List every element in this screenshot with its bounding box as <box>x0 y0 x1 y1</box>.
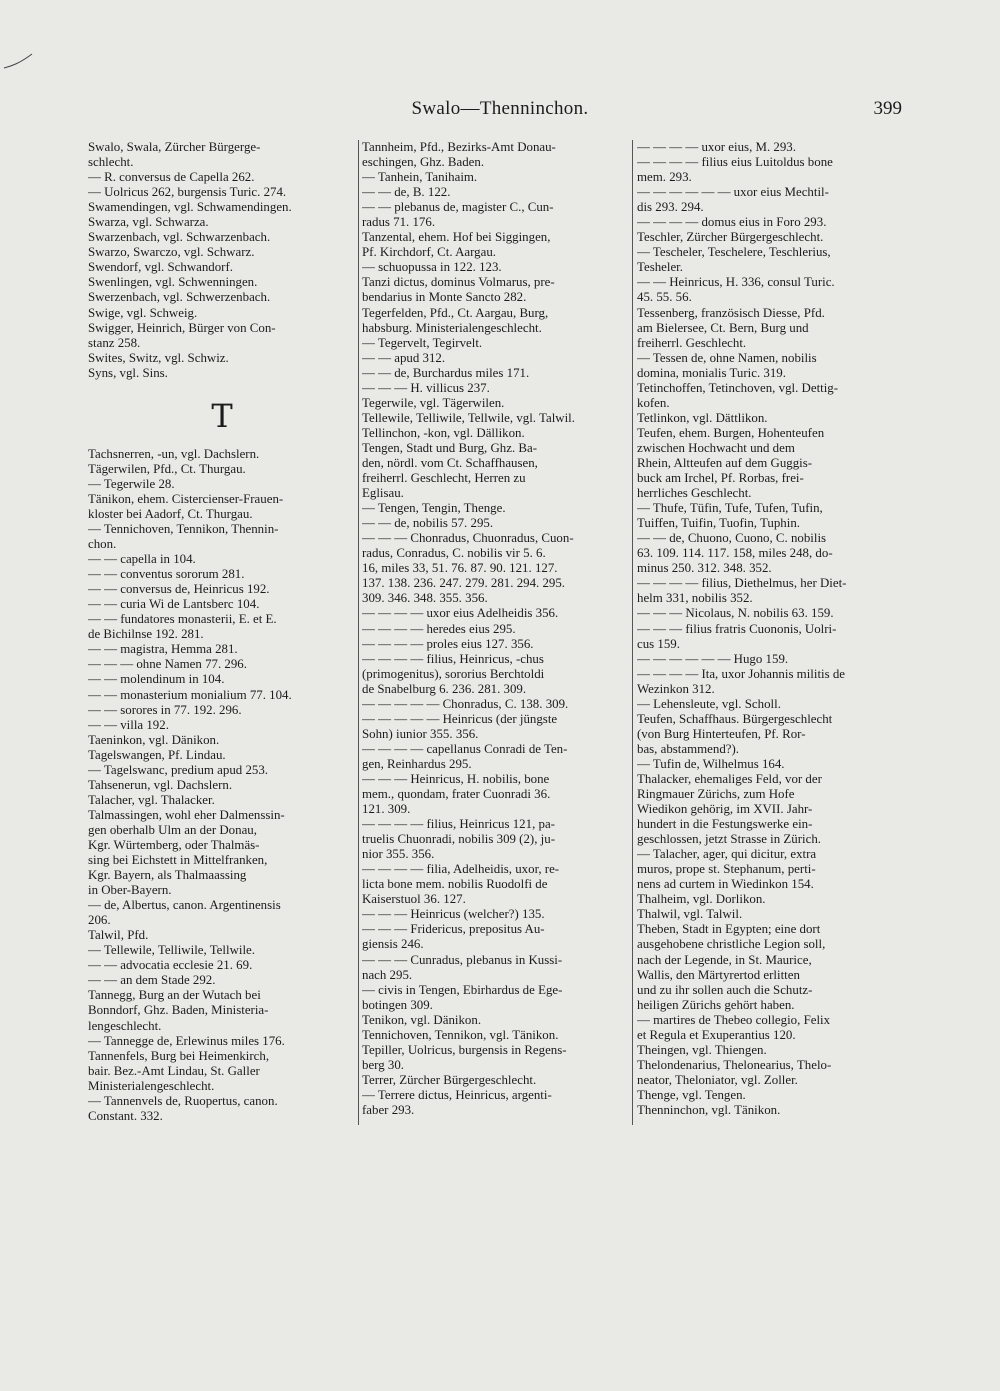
index-entry-line: truelis Chuonradi, nobilis 309 (2), ju- <box>362 832 555 847</box>
index-entry-line: Wallis, den Märtyrertod erlitten <box>637 967 800 982</box>
index-entry-line: nior 355. 356. <box>362 847 435 862</box>
index-entry-line: Tesheler. <box>637 260 683 275</box>
index-entry-line: Theben, Stadt in Egypten; eine dort <box>637 922 821 937</box>
index-entry-line: Tetlinkon, vgl. Dättlikon. <box>637 410 768 425</box>
index-entry-line: — — conversus de, Heinricus 192. <box>88 582 270 597</box>
index-entry-line: gen oberhalb Ulm an der Donau, <box>88 822 257 837</box>
index-entry-line: stanz 258. <box>88 335 141 350</box>
section-letter: T <box>211 396 233 435</box>
index-entry-line: — — — filius fratris Cuononis, Uolri- <box>637 621 837 636</box>
index-entry-line: heiligen Zürichs gehört haben. <box>637 997 795 1012</box>
index-entry-line: — — fundatores monasterii, E. et E. <box>88 612 277 627</box>
index-entry-line: Syns, vgl. Sins. <box>88 365 168 380</box>
index-entry-line: Wiedikon gehörig, im XVII. Jahr- <box>637 802 813 817</box>
index-entry-line: — Tennichoven, Tennikon, Thennin- <box>88 521 279 536</box>
index-entry-line: Ministerialengeschlecht. <box>88 1078 215 1093</box>
index-entry-line: Swenlingen, vgl. Schwenningen. <box>88 275 258 290</box>
index-entry-line: dis 293. 294. <box>637 200 704 215</box>
index-entry-line: Tessenberg, französisch Diesse, Pfd. <box>637 305 825 320</box>
index-entry-line: neator, Theloniator, vgl. Zoller. <box>637 1072 798 1087</box>
index-entry-line: — — — Fridericus, prepositus Au- <box>362 922 545 937</box>
index-entry-line: — — — — proles eius 127. 356. <box>362 636 534 651</box>
index-entry-line: freiherrl. Geschlecht, Herren zu <box>362 471 526 486</box>
index-entry-line: Tuiffen, Tuifin, Tuofin, Tuphin. <box>637 516 801 531</box>
index-entry-line: (von Burg Hinterteufen, Pf. Ror- <box>637 726 806 741</box>
index-entry-line: — Tufin de, Wilhelmus 164. <box>637 756 785 771</box>
index-entry-line: — — — — uxor eius Adelheidis 356. <box>362 606 559 621</box>
index-entry-line: gen, Reinhardus 295. <box>362 756 472 771</box>
index-entry-line: Tannheim, Pfd., Bezirks-Amt Donau- <box>362 140 556 154</box>
index-entry-line: — — — — filius, Heinricus 121, pa- <box>362 817 555 832</box>
index-entry-line: Thalheim, vgl. Dorlikon. <box>637 892 766 907</box>
index-column-2 <box>362 140 628 1118</box>
index-entry-line: Tenikon, vgl. Dänikon. <box>362 1012 482 1027</box>
index-entry-line: Swalo, Swala, Zürcher Bürgerge- <box>88 140 261 154</box>
index-entry-line: Tannenfels, Burg bei Heimenkirch, <box>88 1048 270 1063</box>
index-entry-line: — — — Heinricus, H. nobilis, bone <box>362 771 550 786</box>
index-entry-line: Tegerfelden, Pfd., Ct. Aargau, Burg, <box>362 305 549 320</box>
corner-mark <box>2 52 36 72</box>
index-entry-line: faber 293. <box>362 1103 415 1117</box>
index-entry-line: — — capella in 104. <box>88 552 196 567</box>
index-entry-line: — — — — — — Hugo 159. <box>637 651 789 666</box>
index-entry-line: Teufen, ehem. Burgen, Hohenteufen <box>637 425 825 440</box>
index-entry-line: nach 295. <box>362 967 413 982</box>
index-entry-line: Tepiller, Uolricus, burgensis in Regens- <box>362 1042 567 1057</box>
index-entry-line: Bonndorf, Ghz. Baden, Ministeria- <box>88 1003 269 1018</box>
index-entry-line: 16, miles 33, 51. 76. 87. 90. 121. 127. <box>362 561 558 576</box>
index-entry-line: nens ad curtem in Wiedinkon 154. <box>637 877 814 892</box>
index-entry-line: Tägerwilen, Pfd., Ct. Thurgau. <box>88 461 246 476</box>
index-entry-line: — — — — — Heinricus (der jüngste <box>362 711 558 726</box>
index-entry-line: schlecht. <box>88 155 134 170</box>
index-entry-line: Swige, vgl. Schweig. <box>88 305 198 320</box>
index-entry-line: — — villa 192. <box>88 717 169 732</box>
index-entry-line: Thalwil, vgl. Talwil. <box>637 907 743 922</box>
page-number: 399 <box>873 98 902 119</box>
index-entry-line: — — de, Burchardus miles 171. <box>362 365 530 380</box>
index-entry-line: Thenninchon, vgl. Tänikon. <box>637 1103 781 1117</box>
index-entry-line: — de, Albertus, canon. Argentinensis <box>88 898 281 913</box>
index-entry-line: botingen 309. <box>362 997 433 1012</box>
index-entry-line: — martires de Thebeo collegio, Felix <box>637 1012 831 1027</box>
index-entry-line: — Tannegge de, Erlewinus miles 176. <box>88 1033 285 1048</box>
index-entry-line: — — Heinricus, H. 336, consul Turic. <box>637 275 835 290</box>
index-entry-line: — — monasterium monialium 77. 104. <box>88 687 292 702</box>
index-entry-line: — Tellewile, Telliwile, Tellwile. <box>88 943 255 958</box>
index-entry-line: Teschler, Zürcher Bürgergeschlecht. <box>637 230 824 245</box>
index-entry-line: chon. <box>88 537 117 552</box>
index-entry-line: hundert in die Festungswerke ein- <box>637 817 813 832</box>
index-entry-line: Constant. 332. <box>88 1108 163 1123</box>
index-entry-line: Tänikon, ehem. Cistercienser-Frauen- <box>88 491 284 506</box>
index-entry-line: Tannegg, Burg an der Wutach bei <box>88 988 261 1003</box>
index-entry-line: — — — — Ita, uxor Johannis militis de <box>637 666 846 681</box>
index-entry-line: freiherrl. Geschlecht. <box>637 335 747 350</box>
index-entry-line: Swerzenbach, vgl. Schwerzenbach. <box>88 290 271 305</box>
index-entry-line: Swamendingen, vgl. Schwamendingen. <box>88 200 292 215</box>
index-entry-line: bas, abstammend?). <box>637 741 740 756</box>
index-entry-line: — Tegervelt, Tegirvelt. <box>362 335 483 350</box>
index-entry-line: — — — — filius, Heinricus, -chus <box>362 651 544 666</box>
index-entry-line: helm 331, nobilis 352. <box>637 591 753 606</box>
index-entry-line: 45. 55. 56. <box>637 290 692 305</box>
index-entry-line: Kgr. Würtemberg, oder Thalmäs- <box>88 837 260 852</box>
index-entry-line: Kgr. Bayern, als Thalmaassing <box>88 868 247 883</box>
index-entry-line: Pf. Kirchdorf, Ct. Aargau. <box>362 245 497 260</box>
index-entry-line: 309. 346. 348. 355. 356. <box>362 591 488 606</box>
index-entry-line: Talmassingen, wohl eher Dalmenssin- <box>88 807 285 822</box>
index-entry-line: — — — ohne Namen 77. 296. <box>88 657 247 672</box>
index-entry-line: — — de, B. 122. <box>362 185 451 200</box>
index-entry-line: Swarza, vgl. Schwarza. <box>88 215 209 230</box>
index-entry-line: 121. 309. <box>362 802 411 817</box>
index-entry-line: kofen. <box>637 395 670 410</box>
index-entry-line: Tanzi dictus, dominus Volmarus, pre- <box>362 275 555 290</box>
index-column-1 <box>88 140 356 1124</box>
index-entry-line: Swites, Switz, vgl. Schwiz. <box>88 350 229 365</box>
index-entry-line: 206. <box>88 913 111 928</box>
index-entry-line: (primogenitus), sororius Berchtoldi <box>362 666 545 681</box>
index-entry-line: den, nördl. vom Ct. Schaffhausen, <box>362 455 538 470</box>
index-entry-line: cus 159. <box>637 636 680 651</box>
index-entry-line: Rhein, Altteufen auf dem Guggis- <box>637 455 813 470</box>
index-entry-line: — — — — — Chonradus, C. 138. 309. <box>362 696 569 711</box>
index-entry-line: muros, prope st. Stephanum, perti- <box>637 862 816 877</box>
page-header-title: Swalo—Thenninchon. <box>411 98 589 119</box>
index-entry-line: — — magistra, Hemma 281. <box>88 642 238 657</box>
index-column-3 <box>637 140 903 1118</box>
index-entry-line: Swendorf, vgl. Schwandorf. <box>88 260 233 275</box>
index-entry-line: — — — — heredes eius 295. <box>362 621 516 636</box>
index-entry-line: minus 250. 312. 348. 352. <box>637 561 772 576</box>
index-entry-line: — Tagelswanc, predium apud 253. <box>88 762 269 777</box>
index-entry-line: — Tegerwile 28. <box>88 476 175 491</box>
index-entry-line: Tagelswangen, Pf. Lindau. <box>88 747 226 762</box>
index-entry-line: lengeschlecht. <box>88 1018 162 1033</box>
index-entry-line: de Bichilnse 192. 281. <box>88 627 204 642</box>
index-entry-line: — — de, Chuono, Cuono, C. nobilis <box>637 531 827 546</box>
index-entry-line: sing bei Eichstett in Mittelfranken, <box>88 853 268 868</box>
index-entry-line: Tellewile, Telliwile, Tellwile, vgl. Talwil. <box>362 410 575 425</box>
index-entry-line: Swarzenbach, vgl. Schwarzenbach. <box>88 230 271 245</box>
index-entry-line: Taeninkon, vgl. Dänikon. <box>88 732 220 747</box>
index-entry-line: et Regula et Exuperantius 120. <box>637 1027 796 1042</box>
index-entry-line: — — plebanus de, magister C., Cun- <box>362 200 554 215</box>
index-entry-line: — — — — filius eius Luitoldus bone <box>637 155 833 170</box>
index-entry-line: — Tannenvels de, Ruopertus, canon. <box>88 1093 278 1108</box>
index-entry-line: geschlossen, jetzt Strasse in Zürich. <box>637 832 822 847</box>
index-entry-line: de Snabelburg 6. 236. 281. 309. <box>362 681 527 696</box>
index-entry-line: — — apud 312. <box>362 350 446 365</box>
index-entry-line: herrliches Geschlecht. <box>637 486 752 501</box>
index-entry-line: ausgehobene christliche Legion soll, <box>637 937 826 952</box>
index-entry-line: Teufen, Schaffhaus. Bürgergeschlecht <box>637 711 833 726</box>
index-entry-line: und zu ihr sollen auch die Schutz- <box>637 982 813 997</box>
index-entry-line: — — sorores in 77. 192. 296. <box>88 702 242 717</box>
index-entry-line: Theingen, vgl. Thiengen. <box>637 1042 767 1057</box>
index-entry-line: giensis 246. <box>362 937 424 952</box>
index-entry-line: — Talacher, ager, qui dicitur, extra <box>637 847 817 862</box>
index-entry-line: habsburg. Ministerialengeschlecht. <box>362 320 542 335</box>
index-entry-line: — — — — filius, Diethelmus, her Diet- <box>637 576 847 591</box>
index-entry-line: Talwil, Pfd. <box>88 928 149 943</box>
index-entry-line: domina, monialis Turic. 319. <box>637 365 786 380</box>
index-entry-line: in Ober-Bayern. <box>88 883 172 898</box>
index-entry-line: radus 71. 176. <box>362 215 436 230</box>
index-entry-line: bair. Bez.-Amt Lindau, St. Galler <box>88 1063 260 1078</box>
index-entry-line: — — — — domus eius in Foro 293. <box>637 215 827 230</box>
index-entry-line: — R. conversus de Capella 262. <box>88 170 255 185</box>
index-entry-line: — — an dem Stade 292. <box>88 973 216 988</box>
index-entry-line: Tellinchon, -kon, vgl. Dällikon. <box>362 425 525 440</box>
index-entry-line: Tetinchoffen, Tetinchoven, vgl. Dettig- <box>637 380 839 395</box>
index-entry-line: — — — — uxor eius, M. 293. <box>637 140 796 154</box>
index-entry-line: buck am Irchel, Pf. Rorbas, frei- <box>637 471 804 486</box>
index-entry-line: Tahsenerun, vgl. Dachslern. <box>88 777 233 792</box>
index-entry-line: Tanzental, ehem. Hof bei Siggingen, <box>362 230 551 245</box>
index-entry-line: — Tessen de, ohne Namen, nobilis <box>637 350 817 365</box>
index-entry-line: — — — — filia, Adelheidis, uxor, re- <box>362 862 560 877</box>
index-entry-line: — Terrere dictus, Heinricus, argenti- <box>362 1087 552 1102</box>
index-entry-line: am Bielersee, Ct. Bern, Burg und <box>637 320 809 335</box>
index-entry-line: eschingen, Ghz. Baden. <box>362 155 485 170</box>
index-entry-line: Tachsnerren, -un, vgl. Dachslern. <box>88 446 260 461</box>
index-entry-line: kloster bei Aadorf, Ct. Thurgau. <box>88 506 253 521</box>
index-entry-line: — — — Cunradus, plebanus in Kussi- <box>362 952 563 967</box>
index-entry-line: Tennichoven, Tennikon, vgl. Tänikon. <box>362 1027 559 1042</box>
index-entry-line: — — — H. villicus 237. <box>362 380 490 395</box>
index-entry-line: Thelondenarius, Thelonearius, Thelo- <box>637 1057 832 1072</box>
index-entry-line: 137. 138. 236. 247. 279. 281. 294. 295. <box>362 576 566 591</box>
index-entry-line: radus, Conradus, C. nobilis vir 5. 6. <box>362 546 546 561</box>
index-entry-line: — — conventus sororum 281. <box>88 567 245 582</box>
index-entry-line: zwischen Hochwacht und dem <box>637 440 795 455</box>
index-entry-line: — — — Heinricus (welcher?) 135. <box>362 907 545 922</box>
index-entry-line: Thenge, vgl. Tengen. <box>637 1087 746 1102</box>
index-entry-line: bendarius in Monte Sancto 282. <box>362 290 527 305</box>
index-entry-line: — civis in Tengen, Ebirhardus de Ege- <box>362 982 563 997</box>
index-entry-line: — — advocatia ecclesie 21. 69. <box>88 958 253 973</box>
index-entry-line: Tegerwile, vgl. Tägerwilen. <box>362 395 505 410</box>
index-entry-line: — — — — — — uxor eius Mechtil- <box>637 185 829 200</box>
index-entry-line: Tengen, Stadt und Burg, Ghz. Ba- <box>362 440 538 455</box>
index-entry-line: — Tescheler, Teschelere, Teschlerius, <box>637 245 831 260</box>
index-entry-line: Sohn) iunior 355. 356. <box>362 726 479 741</box>
column-rule <box>358 140 359 1125</box>
index-entry-line: — — molendinum in 104. <box>88 672 225 687</box>
index-entry-line: Swigger, Heinrich, Bürger von Con- <box>88 320 276 335</box>
index-entry-line: berg 30. <box>362 1057 405 1072</box>
index-entry-line: Talacher, vgl. Thalacker. <box>88 792 215 807</box>
index-entry-line: — Tengen, Tengin, Thenge. <box>362 501 506 516</box>
index-entry-line: Ringmauer Zürichs, zum Hofe <box>637 787 795 802</box>
index-entry-line: — Lehensleute, vgl. Scholl. <box>637 696 781 711</box>
index-entry-line: — Tanhein, Tanihaim. <box>362 170 478 185</box>
index-entry-line: — — curia Wi de Lantsberc 104. <box>88 597 260 612</box>
index-entry-line: — Uolricus 262, burgensis Turic. 274. <box>88 185 287 200</box>
index-entry-line: — — — Chonradus, Chuonradus, Cuon- <box>362 531 574 546</box>
index-entry-line: Terrer, Zürcher Bürgergeschlecht. <box>362 1072 537 1087</box>
index-entry-line: licta bone mem. nobilis Ruodolfi de <box>362 877 548 892</box>
index-entry-line: 63. 109. 114. 117. 158, miles 248, do- <box>637 546 833 561</box>
index-entry-line: — — de, nobilis 57. 295. <box>362 516 494 531</box>
index-entry-line: Swarzo, Swarczo, vgl. Schwarz. <box>88 245 255 260</box>
index-entry-line: Eglisau. <box>362 486 404 501</box>
index-entry-line: — — — Nicolaus, N. nobilis 63. 159. <box>637 606 834 621</box>
index-entry-line: nach der Legende, in St. Maurice, <box>637 952 812 967</box>
index-entry-line: Thalacker, ehemaliges Feld, vor der <box>637 771 822 786</box>
index-entry-line: Wezinkon 312. <box>637 681 715 696</box>
index-entry-line: — Thufe, Tüfin, Tufe, Tufen, Tufin, <box>637 501 823 516</box>
index-entry-line: mem., quondam, frater Cuonradi 36. <box>362 787 551 802</box>
index-entry-line: — schuopussa in 122. 123. <box>362 260 502 275</box>
index-entry-line: — — — — capellanus Conradi de Ten- <box>362 741 568 756</box>
column-rule <box>632 140 633 1125</box>
index-entry-line: Kaiserstuol 36. 127. <box>362 892 466 907</box>
index-entry-line: mem. 293. <box>637 170 692 185</box>
